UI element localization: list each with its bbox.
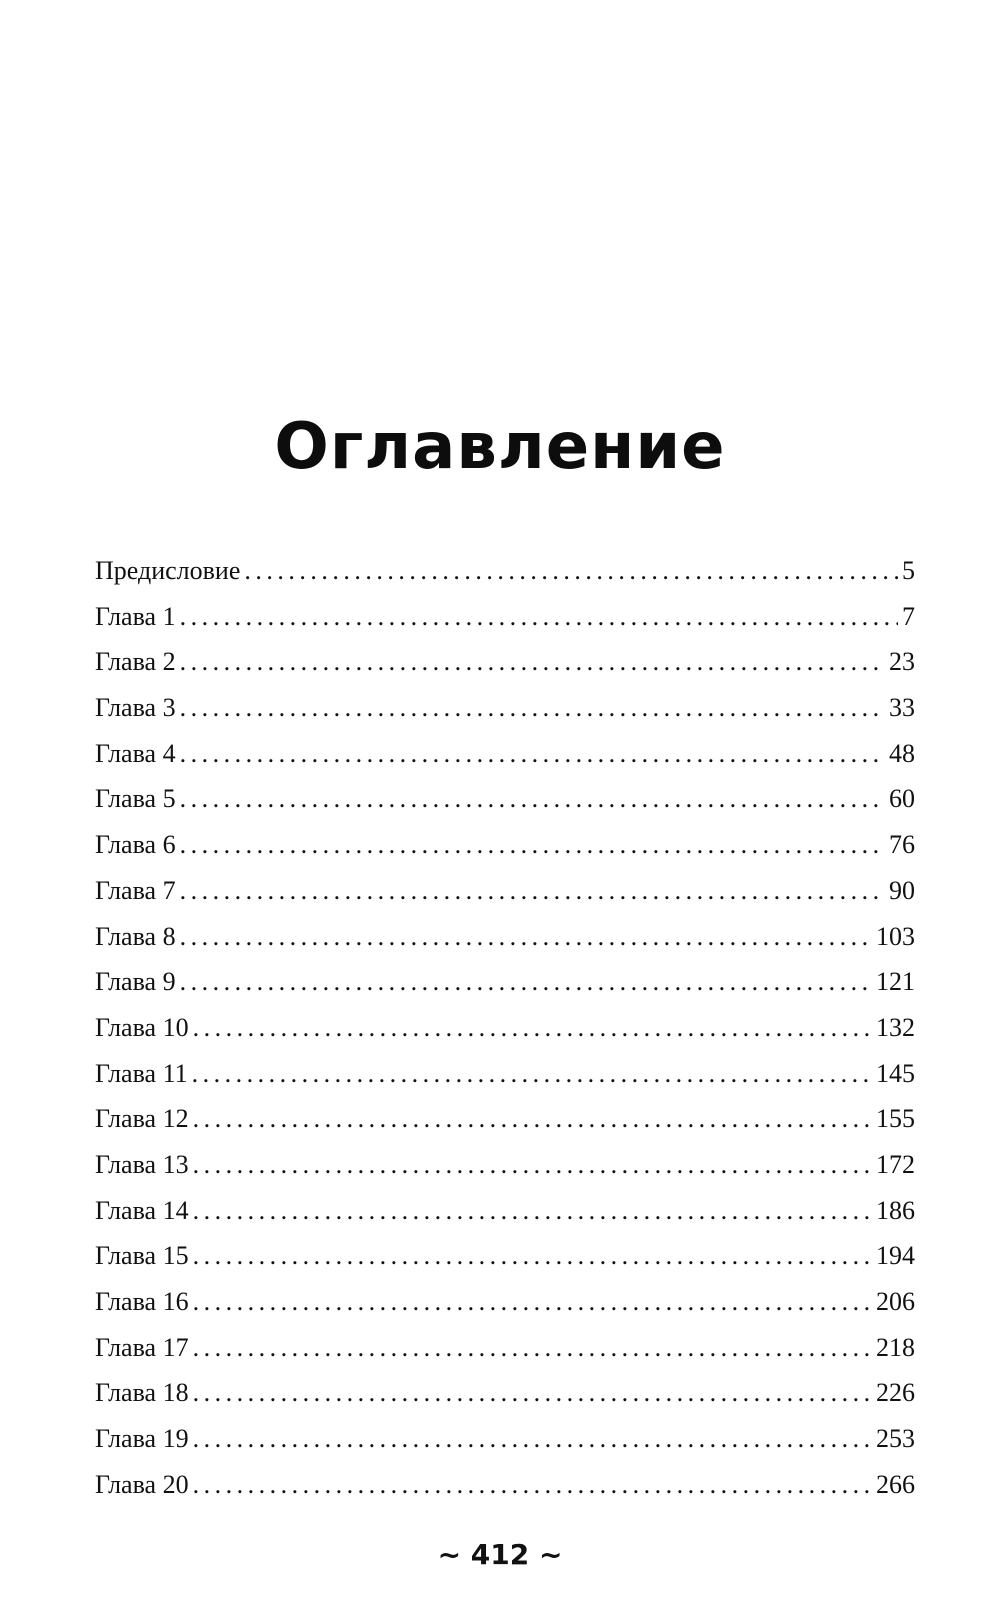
toc-entry-page: 121	[876, 967, 915, 997]
toc-entry-page: 23	[889, 647, 915, 677]
toc-entry-label: Глава 4	[95, 738, 176, 768]
toc-entry	[95, 868, 915, 914]
toc-entry-label: Глава 16	[95, 1287, 189, 1316]
toc-entry-page: 172	[876, 1149, 915, 1179]
dot-leader	[193, 1005, 872, 1051]
toc-entry-label: Глава 5	[95, 784, 176, 814]
toc-entry-label: Глава 12	[95, 1104, 189, 1134]
toc-entry	[95, 639, 915, 685]
dot-leader	[193, 1462, 872, 1508]
toc-entry-page: 76	[889, 830, 915, 860]
toc-entry	[95, 548, 915, 594]
toc-entry-label: Глава 17	[95, 1332, 189, 1362]
toc-entry	[95, 914, 915, 960]
dot-leader	[193, 1370, 872, 1416]
toc-entry-label: Глава 6	[95, 830, 176, 860]
dot-leader	[193, 1142, 872, 1188]
toc-entry-page: 226	[876, 1378, 915, 1408]
toc-entry	[95, 1325, 915, 1371]
toc-entry-page: 5	[902, 556, 915, 585]
toc-entry-label: Предисловие	[95, 556, 241, 585]
toc-entry-label: Глава 7	[95, 875, 176, 905]
toc-entry-label: Глава 3	[95, 693, 176, 723]
toc-entry-page: 194	[876, 1241, 915, 1271]
dot-leader	[244, 548, 898, 594]
toc-entry-page: 186	[876, 1195, 915, 1225]
dot-leader	[193, 1279, 872, 1325]
dot-leader	[180, 685, 885, 731]
toc-entry-page: 266	[876, 1469, 915, 1499]
toc-entry-page: 60	[889, 784, 915, 814]
toc-entry-page: 48	[889, 738, 915, 768]
dot-leader	[193, 1325, 872, 1371]
dot-leader	[180, 639, 885, 685]
toc-entry-page: 206	[876, 1287, 915, 1316]
toc-entry-label: Глава 20	[95, 1469, 189, 1499]
table-of-contents	[95, 548, 915, 1507]
toc-entry	[95, 776, 915, 822]
toc-entry-label: Глава 8	[95, 921, 176, 951]
toc-entry	[95, 1142, 915, 1188]
toc-entry-label: Глава 19	[95, 1424, 189, 1454]
toc-entry-label: Глава 2	[95, 647, 176, 677]
toc-entry	[95, 1416, 915, 1462]
dot-leader	[193, 1233, 872, 1279]
toc-entry-page: 7	[902, 601, 915, 631]
toc-entry	[95, 822, 915, 868]
toc-entry-label: Глава 9	[95, 967, 176, 997]
dot-leader	[180, 914, 872, 960]
toc-entry-label: Глава 13	[95, 1149, 189, 1179]
toc-entry-page: 33	[889, 693, 915, 723]
toc-entry	[95, 1096, 915, 1142]
dot-leader	[180, 731, 885, 777]
toc-entry-page: 155	[876, 1104, 915, 1134]
toc-entry	[95, 1051, 915, 1097]
dot-leader	[193, 1188, 872, 1234]
dot-leader	[180, 959, 872, 1005]
page-number: ~ 412 ~	[437, 1538, 563, 1571]
toc-entry-label: Глава 1	[95, 601, 176, 631]
toc-entry-page: 253	[876, 1424, 915, 1454]
dot-leader	[180, 776, 885, 822]
toc-entry-page: 103	[876, 921, 915, 951]
page-title: Оглавление	[274, 410, 726, 484]
toc-entry	[95, 594, 915, 640]
toc-entry-label: Глава 14	[95, 1195, 189, 1225]
toc-entry	[95, 1005, 915, 1051]
toc-entry	[95, 1233, 915, 1279]
dot-leader	[180, 594, 898, 640]
toc-entry	[95, 1462, 915, 1508]
toc-entry	[95, 731, 915, 777]
dot-leader	[193, 1096, 872, 1142]
dot-leader	[180, 822, 885, 868]
toc-entry-page: 90	[889, 875, 915, 905]
dot-leader	[180, 868, 885, 914]
toc-entry-label: Глава 10	[95, 1012, 189, 1042]
toc-entry	[95, 959, 915, 1005]
dot-leader	[192, 1051, 872, 1097]
toc-entry-label: Глава 15	[95, 1241, 189, 1271]
dot-leader	[193, 1416, 872, 1462]
toc-entry	[95, 1370, 915, 1416]
toc-entry	[95, 1279, 915, 1325]
toc-entry-label: Глава 11	[95, 1058, 188, 1088]
toc-entry	[95, 685, 915, 731]
toc-entry-page: 145	[876, 1058, 915, 1088]
toc-entry	[95, 1188, 915, 1234]
toc-entry-label: Глава 18	[95, 1378, 189, 1408]
toc-entry-page: 132	[876, 1012, 915, 1042]
toc-entry-page: 218	[876, 1332, 915, 1362]
